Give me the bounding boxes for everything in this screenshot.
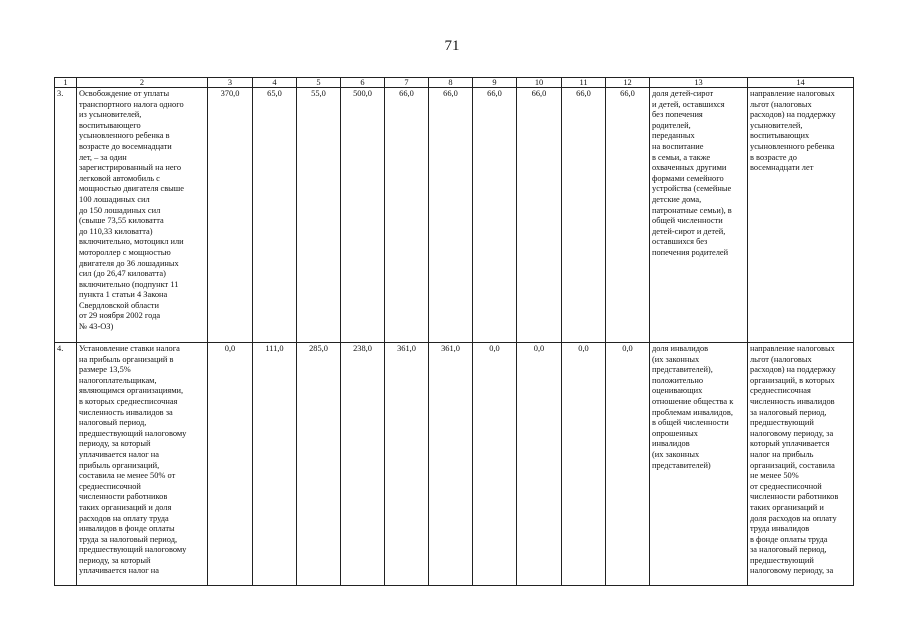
column-header: 14 [748, 78, 854, 88]
column-header: 13 [650, 78, 748, 88]
column-header: 3 [208, 78, 253, 88]
value-cell: 55,0 [297, 88, 341, 343]
page-number: 71 [444, 38, 460, 54]
value-cell: 66,0 [429, 88, 473, 343]
row-number: 4. [55, 343, 77, 586]
column-header: 4 [253, 78, 297, 88]
column-header: 8 [429, 78, 473, 88]
value-cell: 66,0 [385, 88, 429, 343]
column-number-row [55, 78, 854, 88]
value-cell: 500,0 [341, 88, 385, 343]
value-cell: 66,0 [473, 88, 517, 343]
value-cell: 0,0 [562, 343, 606, 586]
tax-benefits-table [54, 77, 854, 586]
value-cell: 285,0 [297, 343, 341, 586]
benefit-description: Установление ставки налога на прибыль организаций в размере 13,5% налогоплательщикам, являющимся организациями, в которых среднесписочная численность инвалидов за налоговый период, предшествующий налоговому периоду, за который уплачивается налог на прибыль организаций, составила не менее 50% от среднесписочной численности работников таких организаций и доля расходов на оплату труда инвалидов в фонде оплаты труда за налоговый период, предшествующий налоговому периоду, за который уплачивается налог на [77, 343, 208, 586]
column-header: 5 [297, 78, 341, 88]
value-cell: 0,0 [473, 343, 517, 586]
column-header: 11 [562, 78, 606, 88]
column-header: 2 [77, 78, 208, 88]
table-row [55, 343, 854, 586]
value-cell: 111,0 [253, 343, 297, 586]
benefit-description: Освобождение от уплаты транспортного налога одного из усыновителей, воспитывающего усыновленного ребенка в возрасте до восемнадцати лет, – за один зарегистрированный на него легковой автомобиль с мощностью двигателя свыше 100 лошадиных сил до 150 лошадиных сил (свыше 73,55 киловатта до 110,33 киловатта) включительно, мотоцикл или мотороллер с мощностью двигателя до 36 лошадиных сил (до 26,47 киловатта) включительно (подпункт 11 пункта 1 статьи 4 Закона Свердловской области от 29 ноября 2002 года № 43-ОЗ) [77, 88, 208, 343]
value-cell: 370,0 [208, 88, 253, 343]
direction-text: направление налоговых льгот (налоговых расходов) на поддержку усыновителей, воспитывающих усыновленного ребенка в возрасте до восемнадцати лет [748, 88, 854, 343]
value-cell: 0,0 [606, 343, 650, 586]
value-cell: 66,0 [562, 88, 606, 343]
indicator-text: доля детей-сирот и детей, оставшихся без попечения родителей, переданных на воспитание в семьи, а также охваченных другими формами семейного устройства (семейные детские дома, патронатные семьи), в общей численности детей-сирот и детей, оставшихся без попечения родителей [650, 88, 748, 343]
column-header: 10 [517, 78, 562, 88]
column-header: 9 [473, 78, 517, 88]
value-cell: 361,0 [385, 343, 429, 586]
column-header: 12 [606, 78, 650, 88]
value-cell: 66,0 [606, 88, 650, 343]
value-cell: 361,0 [429, 343, 473, 586]
column-header: 7 [385, 78, 429, 88]
column-header: 6 [341, 78, 385, 88]
value-cell: 66,0 [517, 88, 562, 343]
indicator-text: доля инвалидов (их законных представителей), положительно оценивающих отношение общества к проблемам инвалидов, в общей численности опрошенных инвалидов (их законных представителей) [650, 343, 748, 586]
value-cell: 0,0 [208, 343, 253, 586]
value-cell: 0,0 [517, 343, 562, 586]
direction-text: направление налоговых льгот (налоговых расходов) на поддержку организаций, в которых среднесписочная численность инвалидов за налоговый период, предшествующий налоговому периоду, за который уплачивается налог на прибыль организаций, составила не менее 50% от среднесписочной численности работников таких организаций и доля расходов на оплату труда инвалидов в фонде оплаты труда за налоговый период, предшествующий налоговому периоду, за [748, 343, 854, 586]
column-header: 1 [55, 78, 77, 88]
row-number: 3. [55, 88, 77, 343]
value-cell: 65,0 [253, 88, 297, 343]
value-cell: 238,0 [341, 343, 385, 586]
table-row [55, 88, 854, 343]
